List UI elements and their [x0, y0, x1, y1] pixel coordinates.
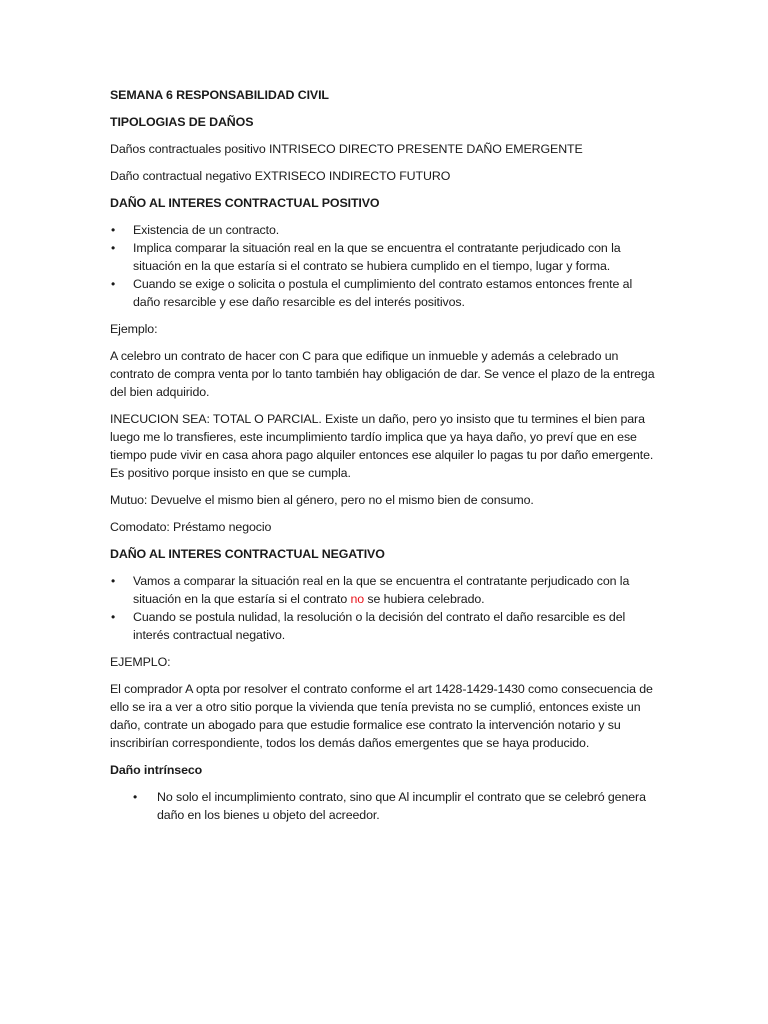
list-item — [110, 275, 658, 311]
example-label: Ejemplo: — [110, 322, 158, 336]
list-item — [110, 221, 658, 239]
negative-section-heading: DAÑO AL INTERES CONTRACTUAL NEGATIVO — [110, 547, 385, 561]
intrinseco-bullet-list — [110, 788, 658, 824]
bullet-icon: • — [111, 610, 116, 624]
mutuo-paragraph: Mutuo: Devuelve el mismo bien al género, pero no el mismo bien de consumo. — [110, 493, 534, 507]
comodato-paragraph: Comodato: Préstamo negocio — [110, 520, 272, 534]
bullet-icon: • — [111, 223, 116, 237]
inejecucion-paragraph: INECUCION SEA: TOTAL O PARCIAL. Existe un daño, pero yo insisto que tu termines el bien para luego me lo transfieres, este incumplimiento tardío implica que ya haya daño, yo preví que en ese tiempo pude vivir en casa ahora pago alquiler entonces ese alquiler lo pagas tu por daño emergente. Es positivo porque insisto en que se cumpla. — [110, 412, 654, 480]
list-item-text: Implica comparar la situación real en la que se encuentra el contratante perjudicado con la situación en la que estaría si el contrato se hubiera cumplido en el tiempo, lugar y forma. — [133, 241, 621, 273]
list-item — [110, 608, 658, 644]
positive-damage-line: Daños contractuales positivo INTRISECO DIRECTO PRESENTE DAÑO EMERGENTE — [110, 142, 583, 156]
example-label: EJEMPLO: — [110, 655, 171, 669]
list-item-text: Existencia de un contracto. — [133, 223, 280, 237]
document-page — [110, 86, 658, 833]
list-item-text-part: Vamos a comparar la situación real en la que se encuentra el contratante perjudicado con la situación en la que estaría si el contrato — [133, 574, 630, 606]
document-title: SEMANA 6 RESPONSABILIDAD CIVIL — [110, 88, 329, 102]
negative-bullet-list — [110, 572, 658, 644]
list-item-text: Cuando se postula nulidad, la resolución o la decisión del contrato el daño resarcible es del interés contractual negativo. — [133, 610, 626, 642]
intrinseco-heading: Daño intrínseco — [110, 763, 203, 777]
list-item-text-part: se hubiera celebrado. — [364, 592, 485, 606]
list-item-text — [133, 574, 629, 606]
list-item — [110, 788, 658, 824]
list-item — [110, 572, 658, 608]
example-paragraph: A celebro un contrato de hacer con C para que edifique un inmueble y además a celebrado un contrato de compra venta por lo tanto también hay obligación de dar. Se vence el plazo de la entrega del bien adquirido. — [110, 349, 655, 399]
bullet-icon: • — [133, 790, 138, 804]
positive-bullet-list — [110, 221, 658, 311]
tipologias-heading: TIPOLOGIAS DE DAÑOS — [110, 115, 254, 129]
bullet-icon: • — [111, 574, 116, 588]
negative-damage-line: Daño contractual negativo EXTRISECO INDIRECTO FUTURO — [110, 169, 451, 183]
positive-section-heading: DAÑO AL INTERES CONTRACTUAL POSITIVO — [110, 196, 380, 210]
list-item-text: Cuando se exige o solicita o postula el cumplimiento del contrato estamos entonces frente al daño resarcible y ese daño resarcible es del interés positivos. — [133, 277, 633, 309]
highlighted-word: no — [350, 592, 365, 606]
list-item — [110, 239, 658, 275]
list-item-text: No solo el incumplimiento contrato, sino que Al incumplir el contrato que se celebró genera daño en los bienes u objeto del acreedor. — [157, 790, 646, 822]
bullet-icon: • — [111, 241, 116, 255]
example-paragraph: El comprador A opta por resolver el contrato conforme el art 1428-1429-1430 como consecuencia de ello se ira a ver a otro sitio porque la vivienda que tenía prevista no se cumplió, entonces existe un daño, contrate un abogado para que estudie formalice ese contrato la intervención notario y su inscribirían correspondiente, todos los demás daños emergentes que se haya producido. — [110, 682, 653, 750]
bullet-icon: • — [111, 277, 116, 291]
